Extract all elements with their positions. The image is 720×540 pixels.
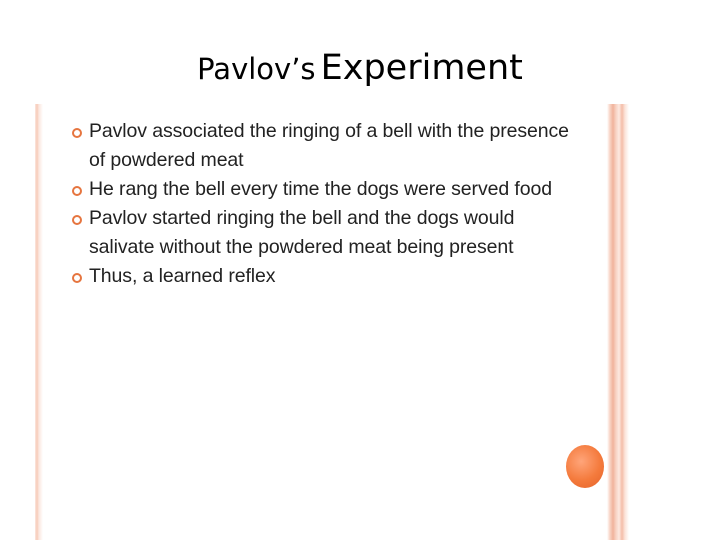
bullet-text: Pavlov associated the ringing of a bell with the presence of powdered meat [89,120,569,171]
hollow-circle-icon [72,273,82,283]
orange-circle-icon [566,445,604,488]
hollow-circle-icon [72,128,82,138]
hollow-circle-icon [72,215,82,225]
bullet-text: He rang the bell every time the dogs were served food [89,178,552,200]
right-border-stripe [607,104,629,540]
left-border-stripe [35,104,43,540]
bullet-item [72,175,572,204]
bullet-item [72,204,572,262]
slide-title [0,44,720,98]
bullet-item [72,117,572,175]
bullet-item [72,262,572,291]
bullet-list [72,117,572,291]
title-part-1: Pavlov’s [197,52,316,86]
title-part-2: Experiment [320,48,523,88]
bullet-text: Pavlov started ringing the bell and the dogs would salivate without the powdered meat being present [89,207,515,258]
bullet-text: Thus, a learned reflex [89,265,276,287]
hollow-circle-icon [72,186,82,196]
